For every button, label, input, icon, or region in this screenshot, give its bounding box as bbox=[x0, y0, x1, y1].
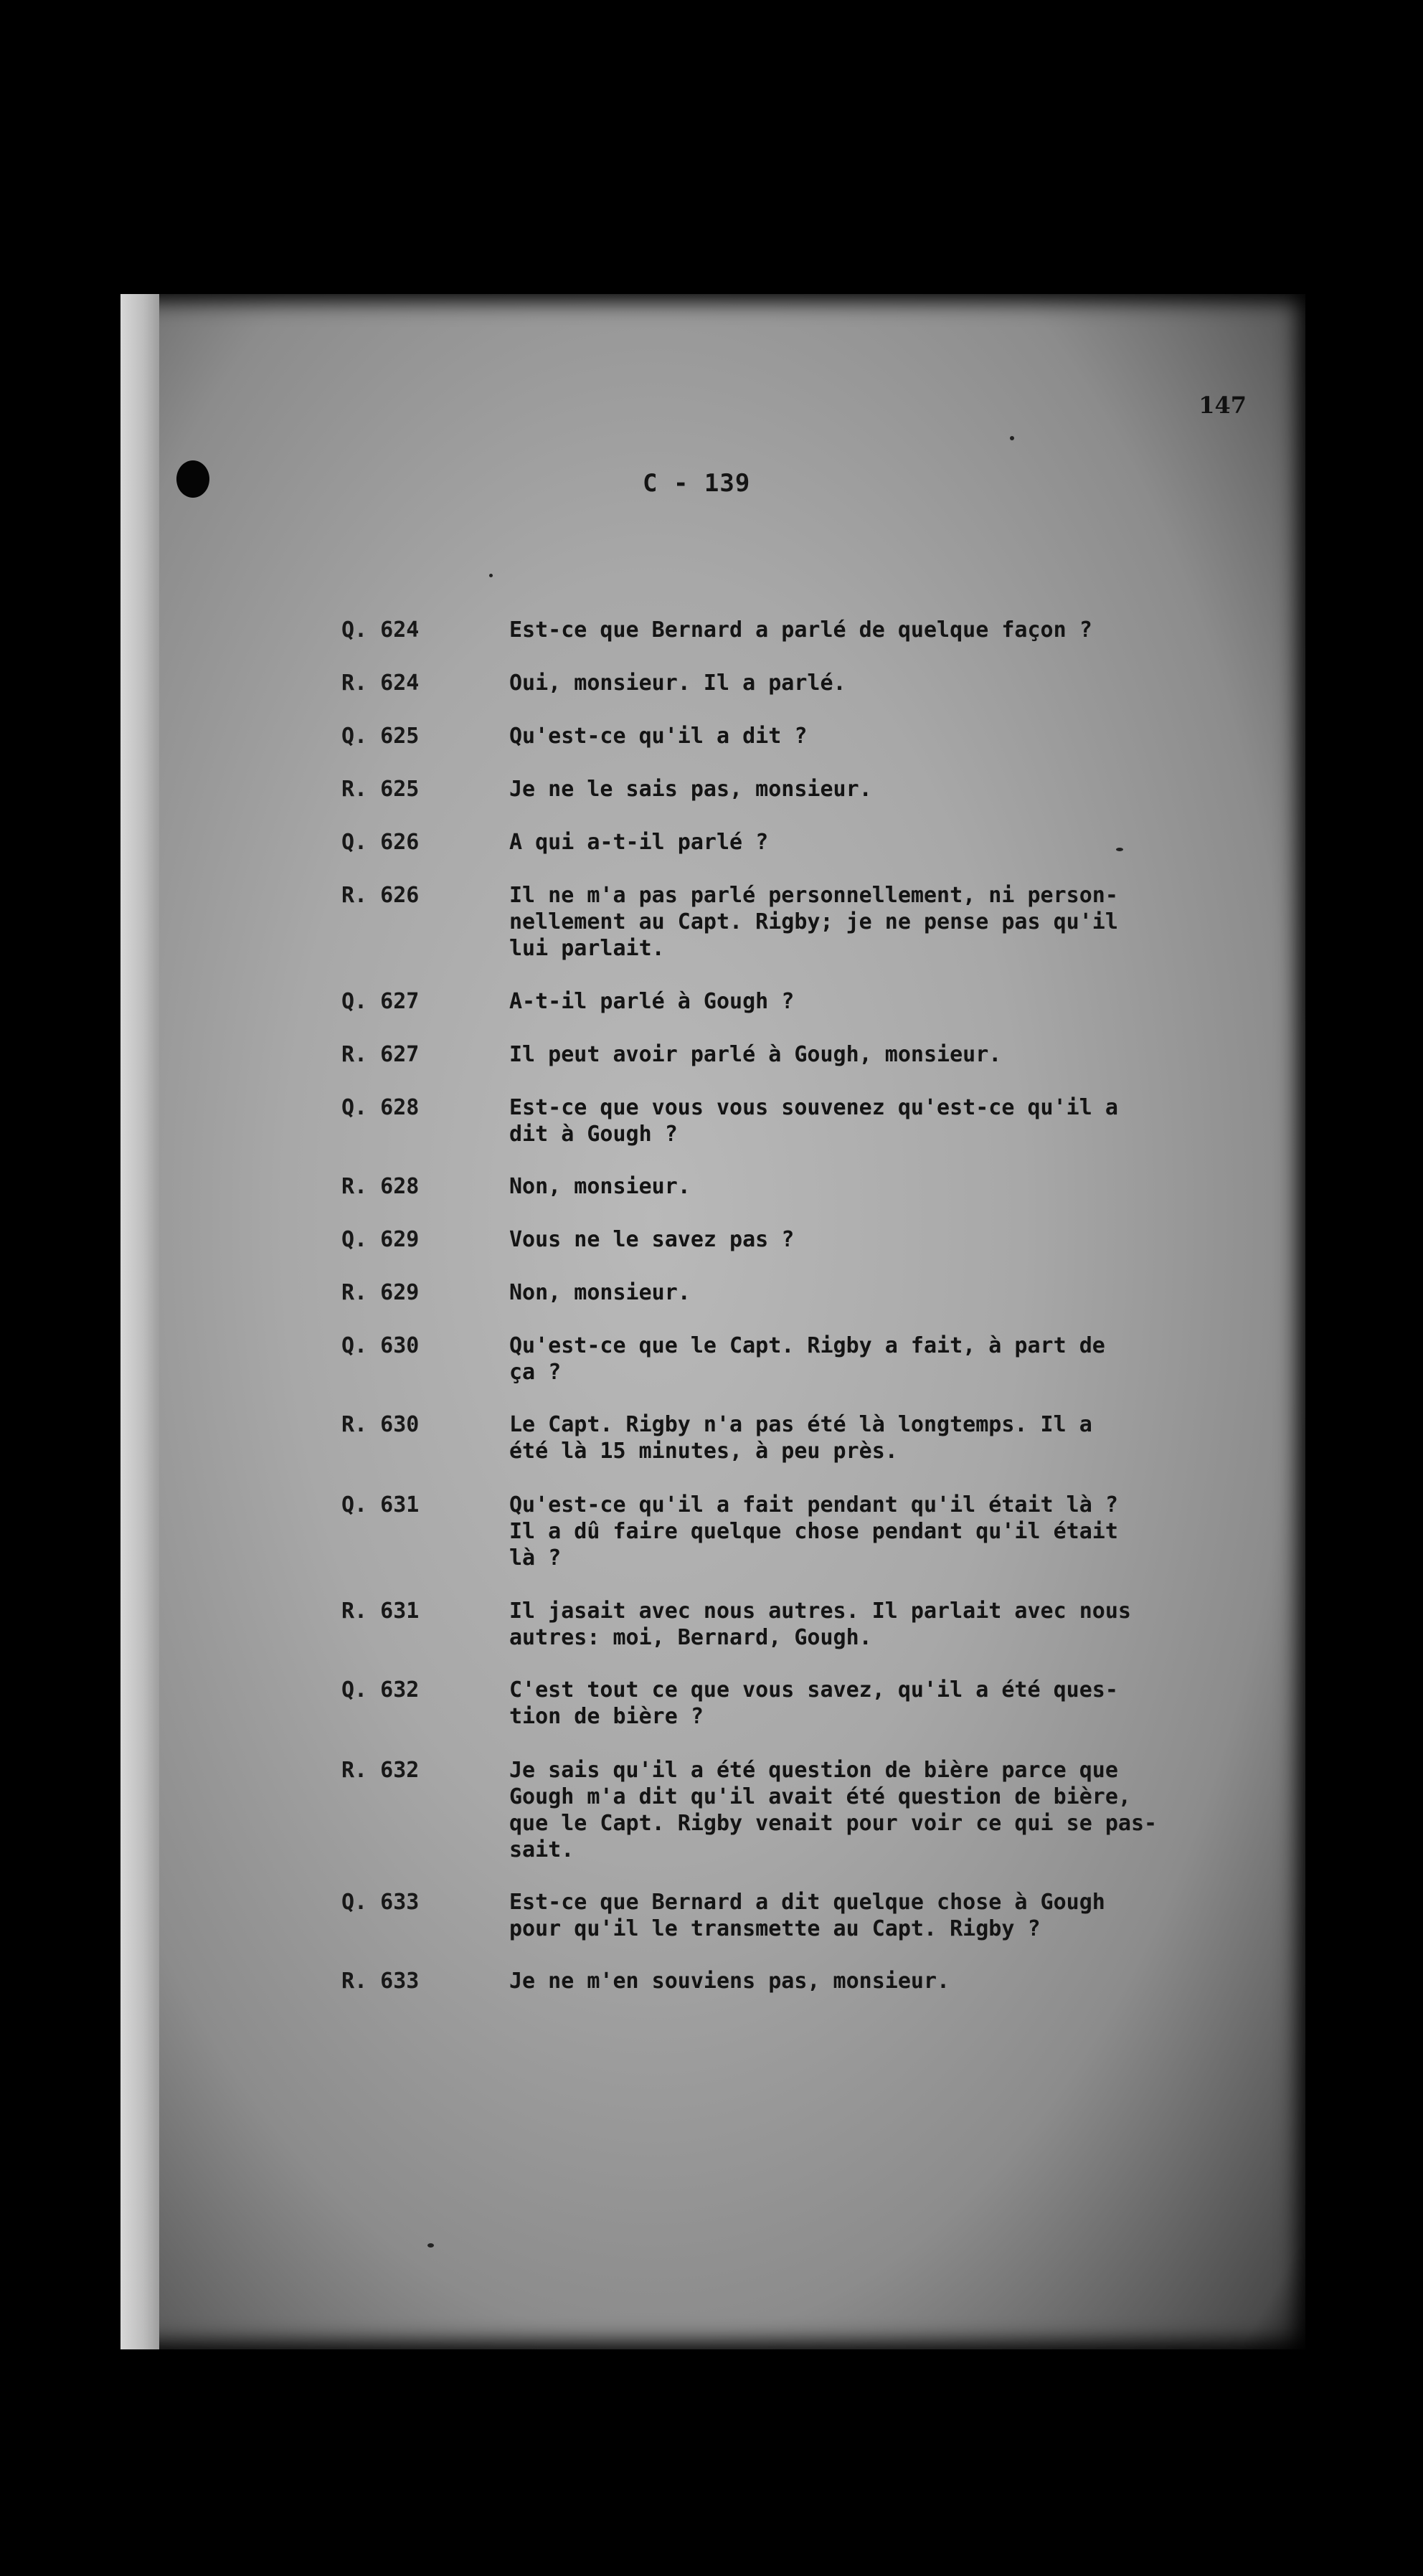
entry-label: Q. 631 bbox=[341, 1492, 420, 1517]
entry-text: Qu'est-ce que le Capt. Rigby a fait, à part de ça ? bbox=[509, 1333, 1105, 1385]
entry-label: Q. 628 bbox=[341, 1095, 420, 1120]
document-page bbox=[120, 294, 1305, 2349]
entry-label: Q. 630 bbox=[341, 1333, 420, 1358]
entry-text: Le Capt. Rigby n'a pas été là longtemps. Il a été là 15 minutes, à peu près. bbox=[509, 1412, 1092, 1464]
entry-label: R. 627 bbox=[341, 1042, 420, 1067]
entry-text: Est-ce que vous vous souvenez qu'est-ce qu'il a dit à Gough ? bbox=[509, 1095, 1118, 1147]
entry-label: Q. 624 bbox=[341, 617, 420, 643]
punch-hole bbox=[176, 460, 209, 498]
entry-label: R. 629 bbox=[341, 1280, 420, 1305]
dust-speck bbox=[1010, 436, 1014, 440]
entry-label: R. 626 bbox=[341, 883, 420, 908]
entry-label: R. 630 bbox=[341, 1412, 420, 1437]
entry-text: A-t-il parlé à Gough ? bbox=[509, 989, 795, 1014]
entry-text: A qui a-t-il parlé ? bbox=[509, 830, 769, 855]
entry-text: Non, monsieur. bbox=[509, 1280, 691, 1305]
entry-text: Je ne le sais pas, monsieur. bbox=[509, 777, 872, 802]
entry-label: R. 631 bbox=[341, 1599, 420, 1624]
entry-label: R. 625 bbox=[341, 777, 420, 802]
page-edge bbox=[120, 294, 159, 2349]
entry-text: Il jasait avec nous autres. Il parlait avec nous autres: moi, Bernard, Gough. bbox=[509, 1599, 1131, 1650]
entry-text: Vous ne le savez pas ? bbox=[509, 1227, 795, 1252]
entry-label: Q. 632 bbox=[341, 1677, 420, 1703]
entry-text: Je ne m'en souviens pas, monsieur. bbox=[509, 1969, 950, 1994]
entry-text: Je sais qu'il a été question de bière parce que Gough m'a dit qu'il avait été question de bière, que le Capt. Rigby venait pour voir ce qui se pas- sait. bbox=[509, 1758, 1158, 1862]
entry-text: Il ne m'a pas parlé personnellement, ni person- nellement au Capt. Rigby; je ne pense pas qu'il lui parlait. bbox=[509, 883, 1118, 961]
entry-text: Non, monsieur. bbox=[509, 1174, 691, 1199]
entry-label: R. 628 bbox=[341, 1174, 420, 1199]
entry-text: Oui, monsieur. Il a parlé. bbox=[509, 671, 846, 696]
page-header: C - 139 bbox=[643, 469, 751, 498]
corner-page-number: 147 bbox=[1199, 392, 1247, 419]
entry-label: R. 632 bbox=[341, 1758, 420, 1783]
entry-text: Qu'est-ce qu'il a fait pendant qu'il était là ? Il a dû faire quelque chose pendant qu'il était là ? bbox=[509, 1492, 1118, 1571]
entry-label: Q. 629 bbox=[341, 1227, 420, 1252]
entry-text: C'est tout ce que vous savez, qu'il a été ques- tion de bière ? bbox=[509, 1677, 1118, 1729]
entry-label: Q. 626 bbox=[341, 830, 420, 855]
dust-speck bbox=[489, 574, 493, 577]
entry-label: Q. 625 bbox=[341, 724, 420, 749]
entry-text: Qu'est-ce qu'il a dit ? bbox=[509, 724, 808, 749]
dust-speck bbox=[427, 2243, 434, 2248]
entry-text: Est-ce que Bernard a parlé de quelque façon ? bbox=[509, 617, 1092, 643]
entry-label: R. 624 bbox=[341, 671, 420, 696]
entry-text: Est-ce que Bernard a dit quelque chose à Gough pour qu'il le transmette au Capt. Rigby ? bbox=[509, 1890, 1105, 1941]
entry-label: Q. 627 bbox=[341, 989, 420, 1014]
entry-text: Il peut avoir parlé à Gough, monsieur. bbox=[509, 1042, 1002, 1067]
entry-label: Q. 633 bbox=[341, 1890, 420, 1915]
entry-label: R. 633 bbox=[341, 1969, 420, 1994]
